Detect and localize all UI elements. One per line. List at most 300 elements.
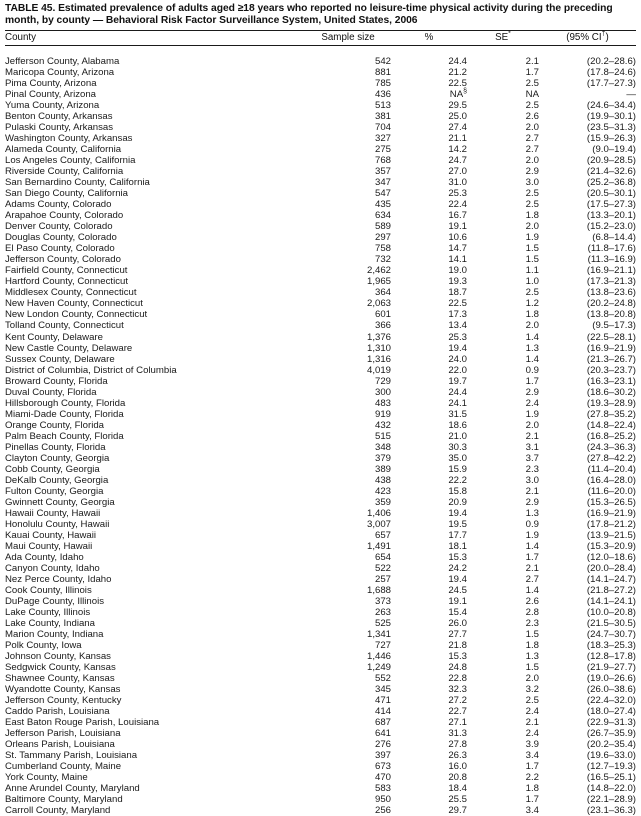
cell-county: Kauai County, Hawaii xyxy=(5,529,97,541)
cell-percent: 22.8 xyxy=(448,672,467,684)
cell-percent: 17.3 xyxy=(448,309,467,321)
cell-sample-size: 547 xyxy=(374,188,391,200)
cell-percent: 17.7 xyxy=(448,529,467,541)
cell-sample-size: 414 xyxy=(374,706,391,718)
cell-ci: (19.9–30.1) xyxy=(586,111,636,123)
table-row xyxy=(5,243,636,254)
cell-ci: (21.8–27.2) xyxy=(586,584,636,596)
cell-ci: (16.9–21.9) xyxy=(586,342,636,354)
cell-county: Anne Arundel County, Maryland xyxy=(5,783,140,795)
cell-percent: 27.4 xyxy=(448,122,467,134)
cell-county: Riverside County, California xyxy=(5,166,124,178)
cell-sample-size: 657 xyxy=(374,529,391,541)
cell-county: York County, Maine xyxy=(5,772,88,784)
cell-county: Jefferson County, Alabama xyxy=(5,56,120,68)
cell-se: 2.1 xyxy=(525,717,539,729)
column-header-se xyxy=(467,31,539,46)
cell-se: 2.0 xyxy=(525,122,539,134)
cell-sample-size: 471 xyxy=(374,695,391,707)
cell-se: 2.0 xyxy=(525,221,539,233)
cell-sample-size: 345 xyxy=(374,684,391,695)
cell-sample-size: 366 xyxy=(374,320,391,332)
cell-sample-size: 1,341 xyxy=(366,628,391,640)
cell-ci: (16.3–23.1) xyxy=(586,375,636,387)
cell-ci: (16.4–28.0) xyxy=(586,474,636,486)
cell-se: 1.7 xyxy=(525,375,539,387)
table-row xyxy=(5,464,636,475)
column-header-percent: % xyxy=(424,31,434,43)
cell-percent: 16.0 xyxy=(448,761,467,773)
footnote-marker: § xyxy=(463,87,467,95)
cell-county: Jefferson County, Kentucky xyxy=(5,695,122,707)
cell-percent: 18.6 xyxy=(448,419,467,431)
cell-county: Los Angeles County, California xyxy=(5,155,136,167)
cell-se: 2.5 xyxy=(525,100,539,112)
cell-county: New Castle County, Delaware xyxy=(5,342,133,354)
cell-county: District of Columbia, District of Columbia xyxy=(5,364,177,376)
cell-ci: (14.8–22.0) xyxy=(586,783,636,795)
cell-sample-size: 432 xyxy=(374,419,391,431)
cell-sample-size: 397 xyxy=(374,750,391,762)
cell-county: Cumberland County, Maine xyxy=(5,761,122,773)
cell-sample-size: 435 xyxy=(374,199,391,211)
cell-se: 1.7 xyxy=(525,794,539,806)
cell-ci: (13.9–21.5) xyxy=(586,529,636,541)
cell-ci: (22.4–32.0) xyxy=(586,695,636,707)
cell-se: 0.9 xyxy=(525,364,539,376)
cell-county: Johnson County, Kansas xyxy=(5,650,111,662)
table-row xyxy=(5,276,636,287)
table-row xyxy=(5,497,636,508)
cell-sample-size: 1,446 xyxy=(366,650,391,662)
cell-ci: (17.7–27.3) xyxy=(586,78,636,90)
cell-percent: 30.3 xyxy=(448,441,467,453)
cell-percent: 14.7 xyxy=(448,243,467,255)
cell-ci: (18.0–27.4) xyxy=(586,706,636,718)
cell-se: 1.1 xyxy=(525,265,539,277)
cell-ci: (22.9–31.3) xyxy=(586,717,636,729)
title-prefix: TABLE 45. Estimated prevalence of adults aged xyxy=(5,3,238,14)
cell-county: East Baton Rouge Parish, Louisiana xyxy=(5,717,160,729)
cell-ci: (11.8–17.6) xyxy=(587,243,636,255)
cell-se: 2.9 xyxy=(525,166,539,178)
cell-se: 1.2 xyxy=(525,298,539,310)
cell-se: 1.3 xyxy=(525,650,539,662)
table-title xyxy=(5,3,636,28)
cell-percent: 15.8 xyxy=(448,485,467,497)
cell-se: 1.7 xyxy=(525,761,539,773)
cell-percent: 16.7 xyxy=(448,210,467,222)
cell-percent xyxy=(391,89,467,100)
cell-se: 1.9 xyxy=(525,232,539,244)
cell-sample-size: 2,063 xyxy=(366,298,391,310)
cell-sample-size: 436 xyxy=(374,89,391,101)
cell-ci: (21.4–32.6) xyxy=(586,166,636,178)
cell-percent: 13.4 xyxy=(448,320,467,332)
cell-se: 1.5 xyxy=(525,628,539,640)
cell-county: Hartford County, Connecticut xyxy=(5,276,128,288)
cell-se: 2.4 xyxy=(525,728,539,740)
cell-sample-size: 257 xyxy=(374,573,391,585)
cell-se: NA xyxy=(525,89,539,101)
table-row xyxy=(5,794,636,805)
cell-se: 2.1 xyxy=(525,430,539,442)
cell-percent: 22.0 xyxy=(448,364,467,376)
cell-se: 2.3 xyxy=(525,617,539,629)
cell-percent: 19.5 xyxy=(448,518,467,530)
cell-county: Tolland County, Connecticut xyxy=(5,320,124,332)
cell-percent: 26.3 xyxy=(448,750,467,762)
cell-sample-size: 729 xyxy=(374,375,391,387)
cell-ci: (6.8–14.4) xyxy=(592,232,636,244)
table-row xyxy=(5,651,636,662)
cell-sample-size: 470 xyxy=(374,772,391,784)
table-row xyxy=(5,221,636,232)
cell-sample-size: 552 xyxy=(374,672,391,684)
cell-sample-size: 379 xyxy=(374,452,391,464)
ci-footnote-marker: † xyxy=(601,30,606,38)
table-row xyxy=(5,563,636,574)
cell-ci: (9.5–17.3) xyxy=(592,320,636,332)
cell-se: 3.7 xyxy=(525,452,539,464)
cell-se: 2.6 xyxy=(525,595,539,607)
cell-county: Sedgwick County, Kansas xyxy=(5,661,116,673)
cell-percent: 24.1 xyxy=(448,397,467,409)
table-row xyxy=(5,552,636,563)
cell-se: 2.1 xyxy=(525,485,539,497)
table-row xyxy=(5,640,636,651)
table-row xyxy=(5,541,636,552)
table-row xyxy=(5,618,636,629)
cell-ci: (10.0–20.8) xyxy=(586,606,636,618)
cell-county: Palm Beach County, Florida xyxy=(5,430,124,442)
cell-ci: (17.8–21.2) xyxy=(586,518,636,530)
cell-sample-size: 263 xyxy=(374,606,391,618)
cell-percent: 24.8 xyxy=(448,661,467,673)
table-row xyxy=(5,177,636,188)
cell-percent: 31.0 xyxy=(448,177,467,189)
cell-county: Clayton County, Georgia xyxy=(5,452,110,464)
cell-se: 2.4 xyxy=(525,397,539,409)
cell-county: Gwinnett County, Georgia xyxy=(5,496,115,508)
cell-sample-size: 589 xyxy=(374,221,391,233)
cell-county: Duval County, Florida xyxy=(5,386,97,398)
cell-se: 1.8 xyxy=(525,210,539,222)
cell-ci: (26.7–35.9) xyxy=(586,728,636,740)
cell-se: 2.5 xyxy=(525,695,539,707)
cell-ci: — xyxy=(626,89,636,101)
cell-sample-size: 513 xyxy=(374,100,391,112)
table-row xyxy=(5,519,636,530)
cell-percent: 19.3 xyxy=(448,276,467,288)
cell-sample-size: 357 xyxy=(374,166,391,178)
cell-ci: (12.8–17.8) xyxy=(586,650,636,662)
table-row xyxy=(5,287,636,298)
cell-county: El Paso County, Colorado xyxy=(5,243,115,255)
table-row xyxy=(5,332,636,343)
cell-ci: (24.3–36.3) xyxy=(586,441,636,453)
table-row xyxy=(5,728,636,739)
cell-se: 1.8 xyxy=(525,783,539,795)
table-row xyxy=(5,662,636,673)
cell-ci: (21.3–26.7) xyxy=(586,353,636,365)
cell-county: St. Tammany Parish, Louisiana xyxy=(5,750,138,762)
cell-se: 1.9 xyxy=(525,408,539,420)
table-row xyxy=(5,254,636,265)
cell-percent: 27.7 xyxy=(448,628,467,640)
cell-sample-size: 348 xyxy=(374,441,391,453)
cell-se: 2.5 xyxy=(525,78,539,90)
ci-label-close: ) xyxy=(605,31,609,43)
cell-county: Pinal County, Arizona xyxy=(5,89,97,101)
header-gap-cell xyxy=(5,45,636,56)
cell-se: 3.0 xyxy=(525,474,539,486)
cell-percent: 35.0 xyxy=(448,452,467,464)
cell-county: Adams County, Colorado xyxy=(5,199,112,211)
cell-se: 2.0 xyxy=(525,419,539,431)
table-row xyxy=(5,706,636,717)
cell-sample-size: 758 xyxy=(374,243,391,255)
cell-percent: 29.7 xyxy=(448,805,467,816)
cell-county: Polk County, Iowa xyxy=(5,639,82,651)
cell-sample-size: 522 xyxy=(374,562,391,574)
cell-percent: 21.1 xyxy=(448,133,467,145)
cell-ci: (20.5–30.1) xyxy=(586,188,636,200)
cell-sample-size: 919 xyxy=(374,408,391,420)
cell-sample-size: 641 xyxy=(374,728,391,740)
cell-county: Benton County, Arkansas xyxy=(5,111,113,123)
cell-ci: (21.9–27.7) xyxy=(586,661,636,673)
cell-percent: 24.4 xyxy=(448,56,467,68)
cell-county: Nez Perce County, Idaho xyxy=(5,573,112,585)
cell-county: Arapahoe County, Colorado xyxy=(5,210,124,222)
cell-se: 2.5 xyxy=(525,188,539,200)
cell-sample-size: 483 xyxy=(374,397,391,409)
cell-sample-size: 423 xyxy=(374,485,391,497)
cell-percent: 14.1 xyxy=(448,254,467,266)
table-row xyxy=(5,761,636,772)
table-row xyxy=(5,717,636,728)
table-row xyxy=(5,100,636,111)
cell-ci: (16.9–21.9) xyxy=(586,507,636,519)
greater-equal-symbol: ≥18 xyxy=(237,3,255,14)
cell-county: DuPage County, Illinois xyxy=(5,595,105,607)
cell-se: 1.4 xyxy=(525,353,539,365)
cell-se: 2.8 xyxy=(525,606,539,618)
cell-county: Carroll County, Maryland xyxy=(5,805,111,816)
table-row xyxy=(5,684,636,695)
cell-se: 1.7 xyxy=(525,67,539,79)
cell-percent: 19.7 xyxy=(448,375,467,387)
cell-percent: 19.1 xyxy=(448,221,467,233)
cell-sample-size: 1,249 xyxy=(366,661,391,673)
cell-county: Douglas County, Colorado xyxy=(5,232,117,244)
cell-ci: (16.5–25.1) xyxy=(586,772,636,784)
table-row xyxy=(5,574,636,585)
cell-sample-size: 768 xyxy=(374,155,391,167)
cell-ci: (14.8–22.4) xyxy=(586,419,636,431)
cell-county: Jefferson Parish, Louisiana xyxy=(5,728,121,740)
table-row xyxy=(5,607,636,618)
cell-se: 2.5 xyxy=(525,287,539,299)
cell-ci: (22.1–28.9) xyxy=(586,794,636,806)
cell-percent: 19.1 xyxy=(448,595,467,607)
cell-percent: 20.9 xyxy=(448,496,467,508)
cell-percent: 25.5 xyxy=(448,794,467,806)
cell-percent: 15.3 xyxy=(448,650,467,662)
table-row xyxy=(5,695,636,706)
cell-se: 2.7 xyxy=(525,144,539,156)
cell-county: Orleans Parish, Louisiana xyxy=(5,739,115,751)
cell-sample-size: 381 xyxy=(374,111,391,123)
cell-se: 2.0 xyxy=(525,672,539,684)
cell-county: Hawaii County, Hawaii xyxy=(5,507,101,519)
cell-percent: 24.4 xyxy=(448,386,467,398)
cell-percent: 15.4 xyxy=(448,606,467,618)
cell-ci: (14.1–24.1) xyxy=(586,595,636,607)
cell-se: 2.7 xyxy=(525,133,539,145)
cell-ci: (25.2–36.8) xyxy=(586,177,636,189)
cell-sample-size: 704 xyxy=(374,122,391,134)
table-row xyxy=(5,409,636,420)
cell-ci: (15.9–26.3) xyxy=(586,133,636,145)
cell-sample-size: 1,965 xyxy=(366,276,391,288)
cell-ci: (17.3–21.3) xyxy=(586,276,636,288)
cell-se: 3.9 xyxy=(525,739,539,751)
table-row xyxy=(5,508,636,519)
cell-sample-size: 634 xyxy=(374,210,391,222)
cell-county: Marion County, Indiana xyxy=(5,628,104,640)
table-row xyxy=(5,343,636,354)
table-row xyxy=(5,298,636,309)
column-header-ci xyxy=(539,31,636,46)
cell-county: Orange County, Florida xyxy=(5,419,105,431)
table-row xyxy=(5,585,636,596)
cell-county: Middlesex County, Connecticut xyxy=(5,287,137,299)
cell-county: New Haven County, Connecticut xyxy=(5,298,143,310)
table-row xyxy=(5,486,636,497)
cell-county: Alameda County, California xyxy=(5,144,122,156)
cell-ci: (19.6–33.0) xyxy=(586,750,636,762)
cell-ci: (9.0–19.4) xyxy=(592,144,636,156)
cell-percent: 18.7 xyxy=(448,287,467,299)
cell-county: Jefferson County, Colorado xyxy=(5,254,121,266)
table-row xyxy=(5,376,636,387)
cell-ci: (20.3–23.7) xyxy=(586,364,636,376)
table-row xyxy=(5,155,636,166)
cell-se: 1.5 xyxy=(525,661,539,673)
cell-se: 2.4 xyxy=(525,706,539,718)
table-row xyxy=(5,111,636,122)
cell-percent: 24.5 xyxy=(448,584,467,596)
cell-percent: 19.0 xyxy=(448,265,467,277)
cell-percent: 31.3 xyxy=(448,728,467,740)
cell-sample-size: 654 xyxy=(374,551,391,563)
table-row xyxy=(5,783,636,794)
cell-ci: (20.0–28.4) xyxy=(586,562,636,574)
table-header xyxy=(5,31,636,46)
table-row xyxy=(5,398,636,409)
cell-se: 1.3 xyxy=(525,342,539,354)
cell-county: New London County, Connecticut xyxy=(5,309,148,321)
cell-ci: (16.8–25.2) xyxy=(586,430,636,442)
cell-se: 2.9 xyxy=(525,386,539,398)
cell-ci: (12.0–18.6) xyxy=(586,551,636,563)
ci-label: (95% CI xyxy=(566,31,602,43)
table-row xyxy=(5,596,636,607)
cell-sample-size: 1,688 xyxy=(366,584,391,596)
cell-se: 2.0 xyxy=(525,320,539,332)
cell-sample-size: 727 xyxy=(374,639,391,651)
cell-sample-size: 515 xyxy=(374,430,391,442)
table-row xyxy=(5,210,636,221)
cell-percent: 27.8 xyxy=(448,739,467,751)
cell-percent: 21.0 xyxy=(448,430,467,442)
cell-ci: (18.6–30.2) xyxy=(586,386,636,398)
table-row xyxy=(5,475,636,486)
cell-ci: (15.3–26.5) xyxy=(586,496,636,508)
cell-sample-size: 1,491 xyxy=(366,540,391,552)
cell-ci: (24.6–34.4) xyxy=(586,100,636,112)
cell-sample-size: 1,316 xyxy=(366,353,391,365)
table-row xyxy=(5,188,636,199)
cell-ci: (11.6–20.0) xyxy=(587,485,636,497)
cell-se: 2.9 xyxy=(525,496,539,508)
cell-sample-size: 364 xyxy=(374,287,391,299)
cell-sample-size: 297 xyxy=(374,232,391,244)
cell-county: San Diego County, California xyxy=(5,188,129,200)
table-row xyxy=(5,805,636,816)
cell-county: Canyon County, Idaho xyxy=(5,562,100,574)
cell-ci: (22.5–28.1) xyxy=(586,331,636,343)
cell-se: 1.5 xyxy=(525,254,539,266)
cell-ci: (27.8–35.2) xyxy=(586,408,636,420)
cell-se: 1.4 xyxy=(525,331,539,343)
cell-percent: 29.5 xyxy=(448,100,467,112)
table-row xyxy=(5,232,636,243)
cell-percent: 25.3 xyxy=(448,188,467,200)
cell-ci: (21.5–30.5) xyxy=(586,617,636,629)
cell-county: Hillsborough County, Florida xyxy=(5,397,126,409)
cell-percent: 27.0 xyxy=(448,166,467,178)
cell-county: Fairfield County, Connecticut xyxy=(5,265,128,277)
cell-county: Shawnee County, Kansas xyxy=(5,672,115,684)
cell-percent: 25.0 xyxy=(448,111,467,123)
cell-sample-size: 300 xyxy=(374,386,391,398)
cell-sample-size: 525 xyxy=(374,617,391,629)
cell-ci: (15.2–23.0) xyxy=(586,221,636,233)
table-row xyxy=(5,772,636,783)
cell-sample-size: 276 xyxy=(374,739,391,751)
cell-se: 2.1 xyxy=(525,56,539,68)
se-footnote-marker: * xyxy=(508,30,511,38)
table-row xyxy=(5,320,636,331)
cell-percent: 24.2 xyxy=(448,562,467,574)
cell-ci: (19.3–28.9) xyxy=(586,397,636,409)
cell-sample-size: 542 xyxy=(374,56,391,68)
cell-county: Wyandotte County, Kansas xyxy=(5,684,121,695)
cell-sample-size: 785 xyxy=(374,78,391,90)
cell-sample-size: 389 xyxy=(374,463,391,475)
cell-percent: 18.4 xyxy=(448,783,467,795)
cell-se: 0.9 xyxy=(525,518,539,530)
cell-sample-size: 583 xyxy=(374,783,391,795)
cell-se: 2.7 xyxy=(525,573,539,585)
cell-ci: (27.8–42.2) xyxy=(586,452,636,464)
column-header-county: County xyxy=(5,31,37,43)
cell-ci: (14.1–24.7) xyxy=(586,573,636,585)
cell-county: Denver County, Colorado xyxy=(5,221,113,233)
